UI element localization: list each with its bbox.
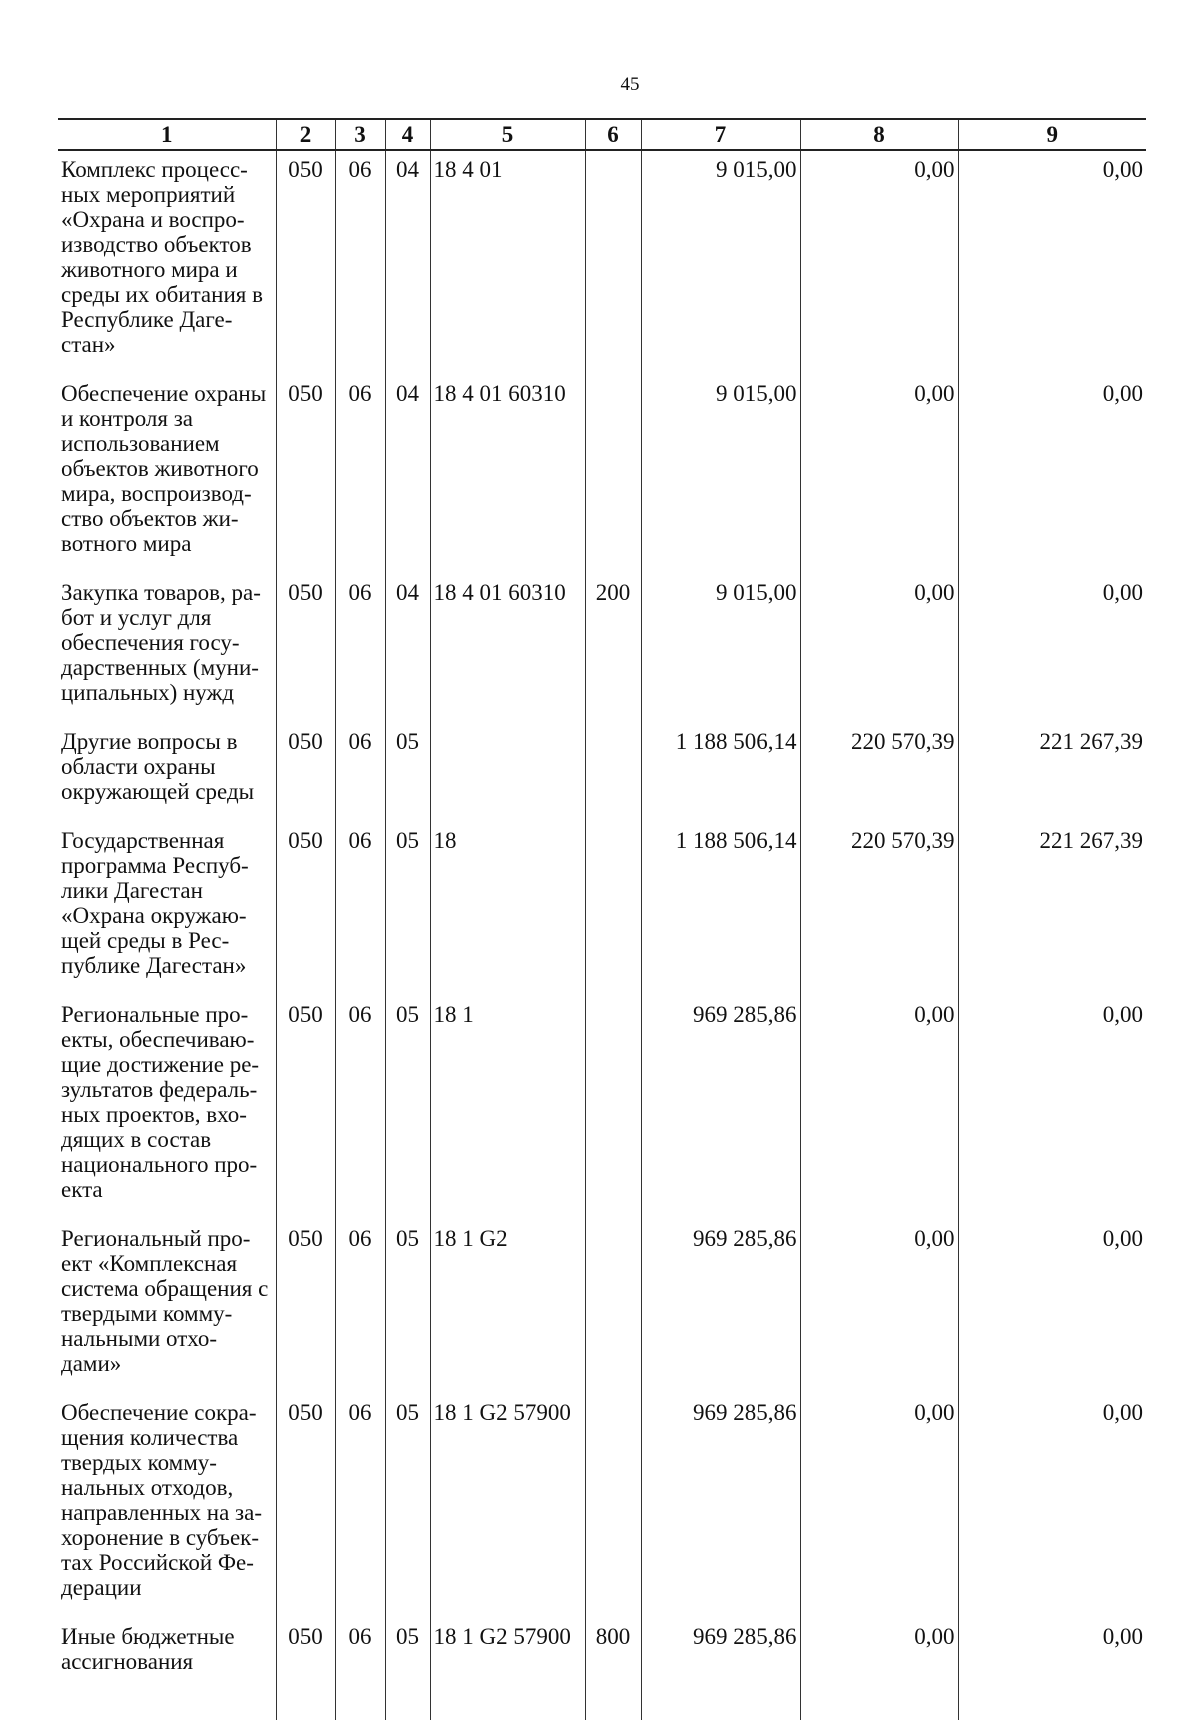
row-sum-2: 220 570,39 [800, 822, 958, 996]
row-pr: 05 [385, 1220, 430, 1394]
row-rz: 06 [335, 822, 385, 996]
table-header-row [58, 119, 1146, 150]
row-pr: 05 [385, 996, 430, 1220]
row-grbs: 050 [276, 1618, 335, 1720]
column-header: 5 [430, 119, 585, 150]
row-rz: 06 [335, 375, 385, 574]
row-grbs: 050 [276, 574, 335, 723]
table-row [58, 1618, 1146, 1720]
budget-table [58, 118, 1146, 1720]
column-header: 9 [958, 119, 1146, 150]
row-grbs: 050 [276, 723, 335, 822]
row-rz: 06 [335, 1220, 385, 1394]
row-name: Обеспечение сокра-щения количества твердых комму-нальных отходов, направленных на за-хоронение в субъек-тах Российской Фе-дерации [58, 1394, 276, 1618]
column-header: 3 [335, 119, 385, 150]
row-sum-3: 0,00 [958, 375, 1146, 574]
row-vr [585, 723, 641, 822]
table-row [58, 996, 1146, 1220]
row-vr: 800 [585, 1618, 641, 1720]
row-sum-1: 9 015,00 [641, 150, 800, 375]
row-sum-1: 969 285,86 [641, 996, 800, 1220]
row-sum-2: 0,00 [800, 996, 958, 1220]
row-vr [585, 996, 641, 1220]
row-csr [430, 723, 585, 822]
row-pr: 05 [385, 723, 430, 822]
row-name: Государственная программа Респуб-лики Дагестан «Охрана окружаю-щей среды в Рес-публике Дагестан» [58, 822, 276, 996]
row-vr [585, 150, 641, 375]
row-sum-3: 0,00 [958, 1618, 1146, 1720]
row-vr [585, 1394, 641, 1618]
row-name: Комплекс процесс-ных мероприятий «Охрана и воспро-изводство объектов животного мира и среды их обитания в Республике Даге-стан» [58, 150, 276, 375]
row-name: Региональный про-ект «Комплексная система обращения с твердыми комму-нальными отхо-дами» [58, 1220, 276, 1394]
column-header: 7 [641, 119, 800, 150]
row-pr: 04 [385, 375, 430, 574]
row-rz: 06 [335, 723, 385, 822]
row-sum-2: 0,00 [800, 574, 958, 723]
table-row [58, 1220, 1146, 1394]
row-sum-3: 0,00 [958, 574, 1146, 723]
row-grbs: 050 [276, 150, 335, 375]
row-pr: 05 [385, 822, 430, 996]
row-name: Региональные про-екты, обеспечиваю-щие достижение ре-зультатов федераль-ных проектов, вхо-дящих в состав национального про-екта [58, 996, 276, 1220]
row-sum-3: 0,00 [958, 150, 1146, 375]
row-name: Другие вопросы в области охраны окружающей среды [58, 723, 276, 822]
row-sum-3: 0,00 [958, 1394, 1146, 1618]
table-row [58, 150, 1146, 375]
row-name: Иные бюджетные ассигнования [58, 1618, 276, 1720]
row-grbs: 050 [276, 1394, 335, 1618]
row-grbs: 050 [276, 822, 335, 996]
row-rz: 06 [335, 996, 385, 1220]
row-sum-2: 220 570,39 [800, 723, 958, 822]
row-sum-3: 0,00 [958, 996, 1146, 1220]
row-pr: 05 [385, 1618, 430, 1720]
row-grbs: 050 [276, 996, 335, 1220]
column-header: 2 [276, 119, 335, 150]
row-sum-3: 0,00 [958, 1220, 1146, 1394]
row-rz: 06 [335, 150, 385, 375]
row-sum-2: 0,00 [800, 375, 958, 574]
row-sum-2: 0,00 [800, 1220, 958, 1394]
row-csr: 18 4 01 [430, 150, 585, 375]
row-csr: 18 1 G2 57900 [430, 1394, 585, 1618]
row-vr [585, 1220, 641, 1394]
row-vr [585, 375, 641, 574]
row-pr: 05 [385, 1394, 430, 1618]
row-vr: 200 [585, 574, 641, 723]
row-name: Закупка товаров, ра-бот и услуг для обеспечения госу-дарственных (муни-ципальных) нужд [58, 574, 276, 723]
row-sum-3: 221 267,39 [958, 723, 1146, 822]
row-pr: 04 [385, 574, 430, 723]
row-csr: 18 4 01 60310 [430, 375, 585, 574]
row-pr: 04 [385, 150, 430, 375]
row-sum-1: 969 285,86 [641, 1394, 800, 1618]
row-sum-2: 0,00 [800, 150, 958, 375]
row-sum-2: 0,00 [800, 1618, 958, 1720]
row-csr: 18 1 [430, 996, 585, 1220]
row-sum-1: 1 188 506,14 [641, 723, 800, 822]
column-header: 4 [385, 119, 430, 150]
row-csr: 18 4 01 60310 [430, 574, 585, 723]
row-csr: 18 1 G2 57900 [430, 1618, 585, 1720]
row-name: Обеспечение охраны и контроля за использованием объектов животного мира, воспроизвод-ство объектов жи-вотного мира [58, 375, 276, 574]
row-grbs: 050 [276, 1220, 335, 1394]
table-row [58, 1394, 1146, 1618]
row-sum-1: 969 285,86 [641, 1220, 800, 1394]
page-number: 45 [620, 74, 640, 95]
row-sum-1: 9 015,00 [641, 375, 800, 574]
row-sum-1: 1 188 506,14 [641, 822, 800, 996]
row-csr: 18 1 G2 [430, 1220, 585, 1394]
column-header: 1 [58, 119, 276, 150]
row-rz: 06 [335, 1394, 385, 1618]
row-rz: 06 [335, 574, 385, 723]
row-grbs: 050 [276, 375, 335, 574]
row-csr: 18 [430, 822, 585, 996]
column-header: 8 [800, 119, 958, 150]
column-header: 6 [585, 119, 641, 150]
row-sum-2: 0,00 [800, 1394, 958, 1618]
row-sum-3: 221 267,39 [958, 822, 1146, 996]
row-sum-1: 969 285,86 [641, 1618, 800, 1720]
table-row [58, 375, 1146, 574]
row-vr [585, 822, 641, 996]
row-rz: 06 [335, 1618, 385, 1720]
table-row [58, 574, 1146, 723]
table-row [58, 822, 1146, 996]
table-row [58, 723, 1146, 822]
row-sum-1: 9 015,00 [641, 574, 800, 723]
